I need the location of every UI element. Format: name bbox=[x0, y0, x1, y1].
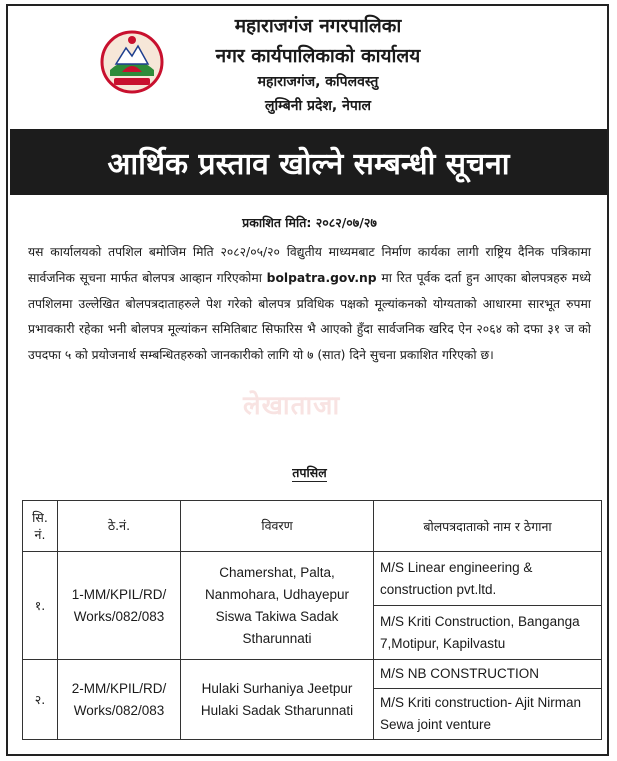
notice-body bbox=[28, 240, 591, 369]
row1-sn: १. bbox=[23, 552, 58, 660]
row2-ref: 2-MM/KPIL/RD/ Works/082/083 bbox=[58, 660, 181, 740]
notice-frame bbox=[6, 4, 609, 756]
col-header-bidder: बोलपत्रदाताको नाम र ठेगाना bbox=[374, 501, 602, 552]
office-address: महाराजगंज, कपिलवस्तु bbox=[257, 74, 379, 90]
row2-bidder2: M/S Kriti construction- Ajit Nirman Sewa joint venture bbox=[374, 689, 602, 740]
row2-sn: २. bbox=[23, 660, 58, 740]
col-header-sn: सि. नं. bbox=[23, 501, 58, 552]
office-name: नगर कार्यपालिकाको कार्यालय bbox=[215, 45, 421, 67]
details-heading bbox=[8, 464, 611, 481]
bolpatra-site: bolpatra.gov.np bbox=[266, 270, 377, 285]
body-text-part1: यस कार्यालयको तपशिल बमोजिम मिति २०८२/०५/२० विद्युतीय माध्यमबाट निर्माण कार्यका लागी राष्ट्रिय दैनिक पत्रिकामा सार्वजनिक सूचना मार्फत बोलपत्र आव्हान गरिएकोमा bbox=[28, 245, 591, 285]
details-heading-label: तपसिल bbox=[292, 465, 327, 480]
row1-desc: Chamershat, Palta, Nanmohara, Udhayepur Siswa Takiwa Sadak Stharunnati bbox=[181, 552, 374, 660]
row1-bidder1: M/S Linear engineering & construction pvt.ltd. bbox=[374, 552, 602, 606]
body-text-part2: मा रित पूर्वक दर्ता हुन आएका बोलपत्रहरु मध्ये तपशिलमा उल्लेखित बोलपत्रदाताहरुले पेश गरेको बोलपत्र प्रविधिक पक्षको मूल्यांकनको योग्यताको आधारमा सारभूत रुपमा प्रभावकारी रहेका भनी बोलपत्र मूल्यांकन समितिबाट सिफारिस भै आएको हुँदा सार्वजनिक खरिद ऐन २०६४ को दफा ३१ ज को उपदफा ५ को प्रयोजनार्थ सम्बन्धितहरुको जानकारीको लागि यो ७ (सात) दिने सुचना प्रकाशित गरिएको छ। bbox=[28, 270, 592, 363]
watermark: लेखाताजा bbox=[243, 391, 341, 421]
nepal-government-emblem-icon bbox=[100, 30, 164, 94]
municipality-name: महाराजगंज नगरपालिका bbox=[234, 15, 402, 37]
row1-bidder2: M/S Kriti Construction, Banganga 7,Motipur, Kapilvastu bbox=[374, 606, 602, 660]
row1-ref: 1-MM/KPIL/RD/ Works/082/083 bbox=[58, 552, 181, 660]
table-row bbox=[23, 552, 602, 606]
table-header-row bbox=[23, 501, 602, 552]
published-date: प्रकाशित मिति: २०८२/०७/२७ bbox=[242, 215, 377, 230]
col-header-ref: ठे.नं. bbox=[58, 501, 181, 552]
col-header-desc: विवरण bbox=[181, 501, 374, 552]
works-table bbox=[22, 500, 602, 740]
province-country: लुम्बिनी प्रदेश, नेपाल bbox=[265, 98, 371, 114]
letterhead bbox=[8, 6, 611, 126]
row2-bidder1: M/S NB CONSTRUCTION bbox=[374, 660, 602, 689]
notice-title: आर्थिक प्रस्ताव खोल्ने सम्बन्धी सूचना bbox=[10, 129, 607, 195]
row2-desc: Hulaki Surhaniya Jeetpur Hulaki Sadak Stharunnati bbox=[181, 660, 374, 740]
table-row bbox=[23, 660, 602, 689]
